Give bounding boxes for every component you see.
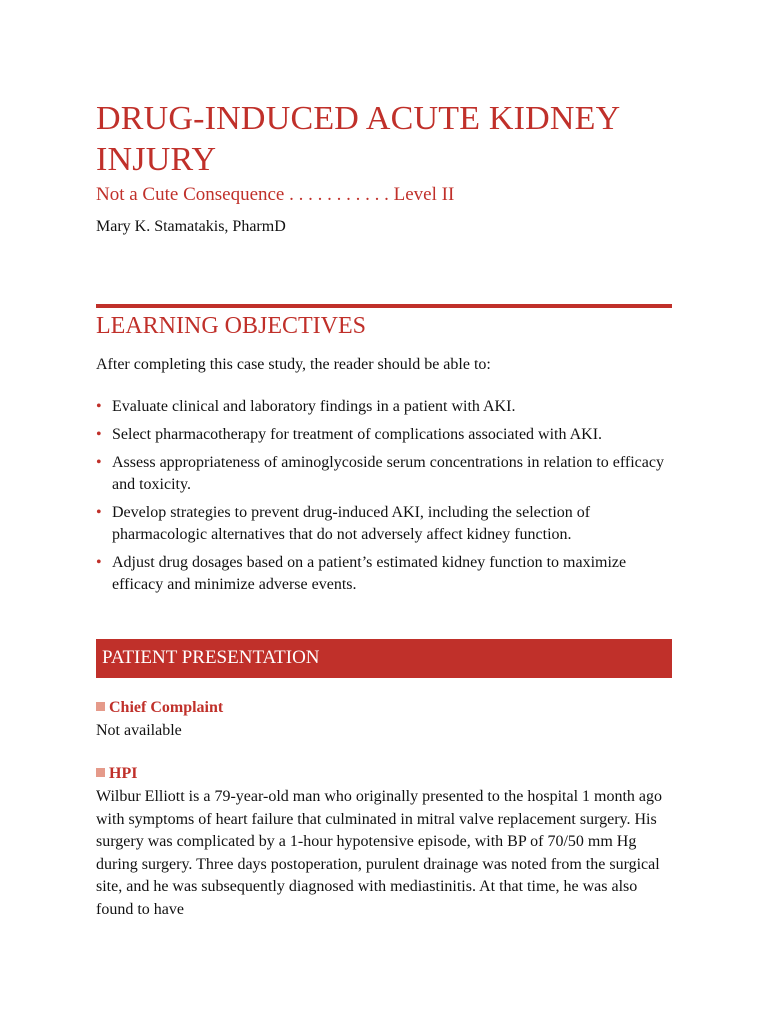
chief-complaint-text: Not available — [96, 722, 182, 739]
bullet-icon: • — [96, 504, 102, 521]
objective-text: Adjust drug dosages based on a patient’s estimated kidney function to maximize efficacy and minimize adverse events. — [112, 554, 627, 593]
objective-text: Assess appropriateness of aminoglycoside serum concentrations in relation to efficacy and toxicity. — [112, 454, 664, 493]
section-divider — [96, 304, 672, 308]
objective-item — [96, 424, 676, 446]
learning-objectives-heading: LEARNING OBJECTIVES — [96, 313, 366, 339]
objective-item — [96, 396, 676, 418]
learning-objectives-intro: After completing this case study, the reader should be able to: — [96, 356, 491, 373]
patient-presentation-heading: PATIENT PRESENTATION — [102, 647, 320, 668]
document-title: DRUG-INDUCED ACUTE KIDNEY INJURY — [96, 100, 620, 178]
patient-presentation-banner — [96, 639, 672, 678]
document-author: Mary K. Stamatakis, PharmD — [96, 218, 286, 235]
objective-item — [96, 502, 676, 546]
objective-text: Select pharmacotherapy for treatment of complications associated with AKI. — [112, 426, 603, 443]
bullet-icon: • — [96, 454, 102, 471]
document-subtitle: Not a Cute Consequence . . . . . . . . . . . Level II — [96, 184, 455, 205]
bullet-icon: • — [96, 554, 102, 571]
hpi-label: HPI — [109, 765, 138, 782]
square-marker-icon — [96, 702, 105, 711]
bullet-icon: • — [96, 426, 102, 443]
objective-text: Evaluate clinical and laboratory findings in a patient with AKI. — [112, 398, 516, 415]
objective-item — [96, 452, 676, 496]
chief-complaint-label: Chief Complaint — [109, 699, 224, 716]
square-marker-icon — [96, 768, 105, 777]
learning-objectives-list — [96, 396, 676, 602]
hpi-heading — [96, 763, 137, 785]
objective-text: Develop strategies to prevent drug-induced AKI, including the selection of pharmacologic alternatives that do not adversely affect kidney function. — [112, 504, 591, 543]
objective-item — [96, 552, 676, 596]
hpi-text: Wilbur Elliott is a 79-year-old man who originally presented to the hospital 1 month ago with symptoms of heart failure that culminated in mitral valve replacement surgery. His surgery was complicated by a 1-hour hypotensive episode, with BP of 70/50 mm Hg during surgery. Three days postoperation, purulent drainage was noted from the surgical site, and he was subsequently diagnosed with mediastinitis. At that time, he was also found to have — [96, 788, 663, 918]
chief-complaint-heading — [96, 697, 223, 719]
bullet-icon: • — [96, 398, 102, 415]
